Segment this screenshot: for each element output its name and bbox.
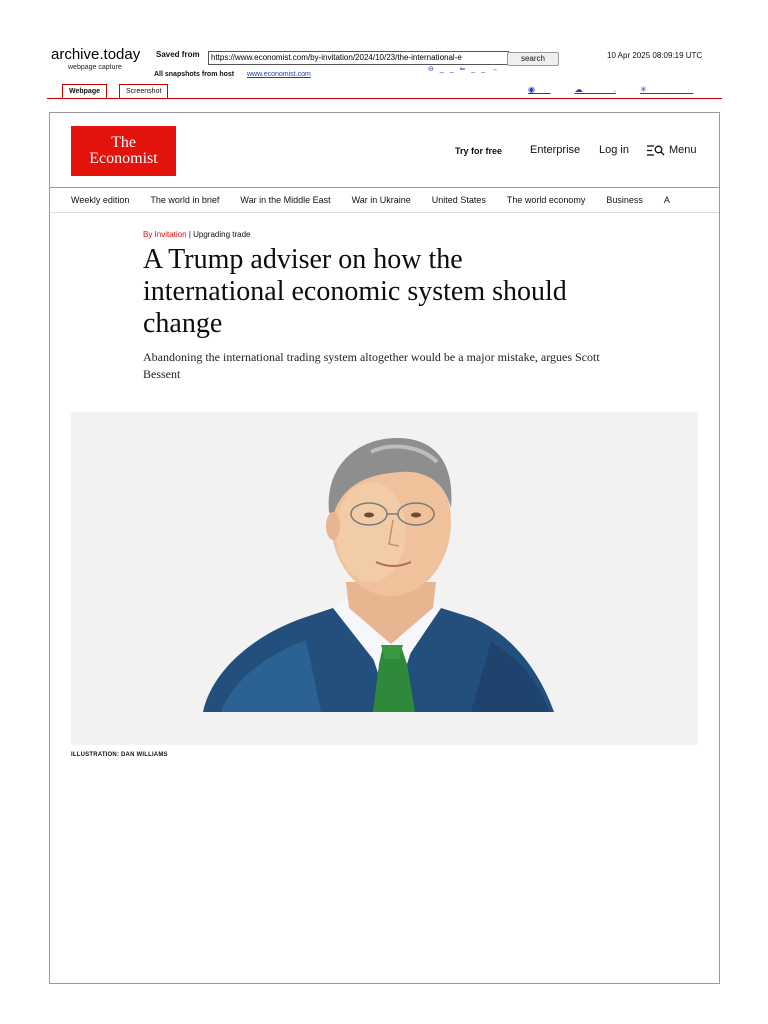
download-icon[interactable]: ☁ ______ . — [574, 85, 616, 94]
article-headline: A Trump adviser on how the international economic system should change — [143, 244, 567, 339]
captured-page — [49, 112, 720, 984]
section-world-economy[interactable]: The world economy — [506, 195, 586, 205]
all-snapshots-text: All snapshots — [154, 71, 200, 78]
logo-the: The — [111, 134, 136, 151]
snapshot-nav-icons[interactable]: ⊖ _ _ ⇐ _ _ → — [428, 66, 500, 73]
archive-subtitle: webpage capture — [68, 64, 122, 71]
section-weekly-edition[interactable]: Weekly edition — [71, 195, 130, 205]
share-icon[interactable]: ◉ ___ — [528, 85, 551, 94]
article-standfirst: Abandoning the international trading system altogether would be a major mistake, argues Scott Bessent — [143, 350, 600, 381]
all-snapshots-label — [154, 71, 234, 78]
archive-share-icons[interactable] — [528, 85, 693, 94]
login-link[interactable]: Log in — [599, 144, 629, 156]
section-united-states[interactable]: United States — [431, 195, 486, 205]
section-middle-east[interactable]: War in the Middle East — [240, 195, 331, 205]
url-input[interactable]: https://www.economist.com/by-invitation/2024/10/23/the-international-e — [208, 51, 509, 65]
capture-timestamp: 10 Apr 2025 08:09:19 UTC — [607, 51, 703, 60]
section-nav — [71, 195, 670, 205]
host-link[interactable]: www.economist.com — [247, 71, 311, 78]
section-truncated[interactable]: A — [663, 195, 670, 205]
enterprise-link[interactable]: Enterprise — [530, 144, 581, 156]
section-link[interactable]: By Invitation — [143, 230, 187, 239]
kicker-separator: | — [188, 230, 191, 239]
section-nav-divider — [50, 212, 719, 213]
menu-label: Menu — [669, 144, 697, 156]
archive-divider — [47, 98, 722, 99]
tab-screenshot[interactable]: Screenshot — [119, 84, 168, 99]
economist-logo[interactable] — [71, 126, 176, 176]
image-caption: ILLUSTRATION: DAN WILLIAMS — [71, 752, 168, 758]
sun-icon[interactable]: ✳ __ ___ ____ — [639, 85, 694, 94]
from-host-text: from host — [201, 71, 235, 78]
section-world-in-brief[interactable]: The world in brief — [150, 195, 220, 205]
search-button[interactable]: search — [507, 52, 559, 66]
header-divider — [50, 187, 719, 188]
try-for-free-link[interactable]: Try for free — [455, 146, 503, 156]
menu-button[interactable] — [647, 144, 697, 156]
portrait-illustration — [71, 412, 698, 745]
tab-webpage[interactable]: Webpage — [62, 84, 107, 99]
logo-economist: Economist — [89, 150, 158, 167]
hero-illustration — [71, 412, 698, 745]
topic-label: Upgrading trade — [193, 230, 251, 239]
saved-from-label: Saved from — [156, 50, 200, 59]
section-business[interactable]: Business — [606, 195, 643, 205]
section-ukraine[interactable]: War in Ukraine — [351, 195, 411, 205]
archive-logo[interactable]: archive.today — [51, 46, 141, 63]
article-kicker — [143, 230, 251, 239]
menu-search-icon — [647, 145, 665, 156]
